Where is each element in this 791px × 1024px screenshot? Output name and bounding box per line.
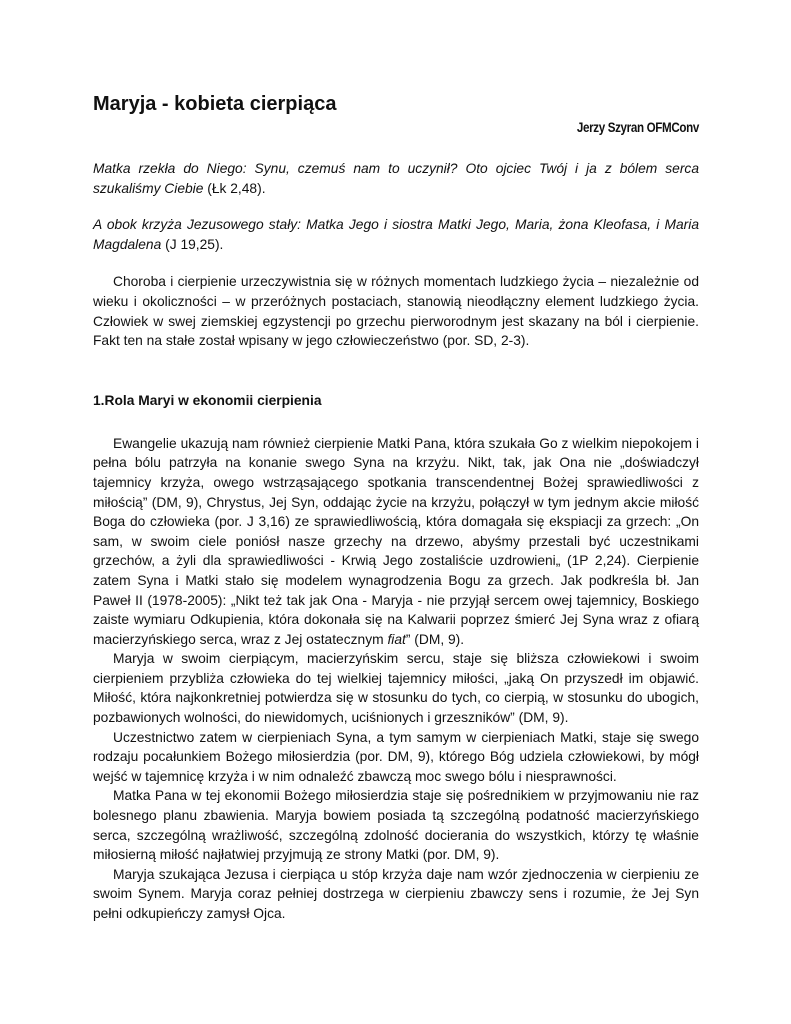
quote-text: A obok krzyża Jezusowego stały: Matka Jego i siostra Matki Jego, Maria, żona Kleofasa, i Maria Magdalena (93, 217, 699, 252)
document-page (93, 92, 699, 924)
body-paragraph: Maryja szukająca Jezusa i cierpiąca u stóp krzyża daje nam wzór zjednoczenia w cierpieniu ze swoim Synem. Maryja coraz pełniej dostrzega w cierpieniu zbawczy sens i rozumie, że Jej Syn pełni odkupieńczy zamysł Ojca. (93, 866, 699, 921)
quote-reference: (J 19,25). (161, 236, 224, 252)
quote-reference: (Łk 2,48). (203, 180, 266, 196)
intro-paragraph: Choroba i cierpienie urzeczywistnia się w różnych momentach ludzkiego życia – niezależnie od wieku i okoliczności – w przeróżnych postaciach, stanowią nieodłączny element ludzkiego życia. Człowiek w swej ziemskiej egzystencji po grzechu pierworodnym jest skazany na ból i cierpienie. Fakt ten na stałe został wpisany w jego człowieczeństwo (por. SD, 2-3). (93, 274, 699, 349)
body-paragraph: Matka Pana w tej ekonomii Bożego miłosierdzia staje się pośrednikiem w przyjmowaniu nie raz bolesnego planu zbawienia. Maryja bowiem posiada tą szczególną podatność macierzyńskiego serca, szczególną wrażliwość, szczególną zdolność docierania do wszystkich, którzy tę właśnie miłosierną miłość najłatwiej przyjmują ze strony Matki (por. DM, 9). (93, 788, 699, 863)
body-paragraph: Maryja w swoim cierpiącym, macierzyńskim sercu, staje się bliższa człowiekowi i swoim cierpieniem przybliża człowieka do tej wielkiej tajemnicy miłości, „jaką On przyszedł im objawić. Miłość, która najkonkretniej potwierdza się w stosunku do tych, co cierpią, w stosunku do ubogich, pozbawionych wolności, do niewidomych, uciśnionych i grzeszników” (DM, 9). (93, 651, 699, 726)
quote-text: Matka rzekła do Niego: Synu, czemuś nam to uczynił? Oto ojciec Twój i ja z bólem serca szukaliśmy Ciebie (93, 161, 699, 196)
author-name: Jerzy Szyran OFMConv (576, 120, 699, 135)
paragraph-text: ” (DM, 9). (405, 631, 465, 647)
italic-term: fiat (387, 631, 406, 647)
paragraph-text: Ewangelie ukazują nam również cierpienie Matki Pana, która szukała Go z wielkim niepokojem i pełna bólu patrzyła na konanie swego Syna na krzyżu. Nikt, tak, jak Ona nie „doświadczył tajemnicy krzyża, owego wstrząsającego spotkania transcendentnej Bożej sprawiedliwości z miłością” (DM, 9), Chrystus, Jej Syn, oddając życie na krzyżu, połączył w tym jednym akcie miłość Boga do człowieka (por. J 3,16) ze sprawiedliwością, która domagała się ekspiacji za grzech: „On sam, w swoim ciele poniósł nasze grzechy na drzewo, abyśmy przestali być uczestnikami grzechów, a żyli dla sprawiedliwości - Krwią Jego zostaliście uzdrowieni„ (1P 2,24). Cierpienie zatem Syna i Matki stało się modelem wynagrodzenia Bogu za grzech. Jak podkreśla bł. Jan Paweł II (1978-2005): „Nikt też tak jak Ona - Maryja - nie przyjął sercem owej tajemnicy, Boskiego zaiste wymiaru Odkupienia, która dokonała się na Kalwarii poprzez śmierć Jej Syna wraz z ofiarą macierzyńskiego serca, wraz z Jej ostatecznym (93, 435, 699, 647)
document-title: Maryja - kobieta cierpiąca (93, 93, 337, 115)
body-paragraph (93, 434, 699, 650)
epigraph-quote (93, 215, 699, 254)
section-heading: 1.Rola Maryi w ekonomii cierpienia (93, 392, 322, 408)
epigraph-quote (93, 159, 699, 198)
body-paragraph: Uczestnictwo zatem w cierpieniach Syna, a tym samym w cierpieniach Matki, staje się swego rodzaju pocałunkiem Bożego miłosierdzia (por. DM, 9), którego Bóg udziela człowiekowi, by mógł wejść w tajemnicę krzyża i w nim odnaleźć zbawczą moc swego bólu i niesprawności. (93, 729, 699, 784)
